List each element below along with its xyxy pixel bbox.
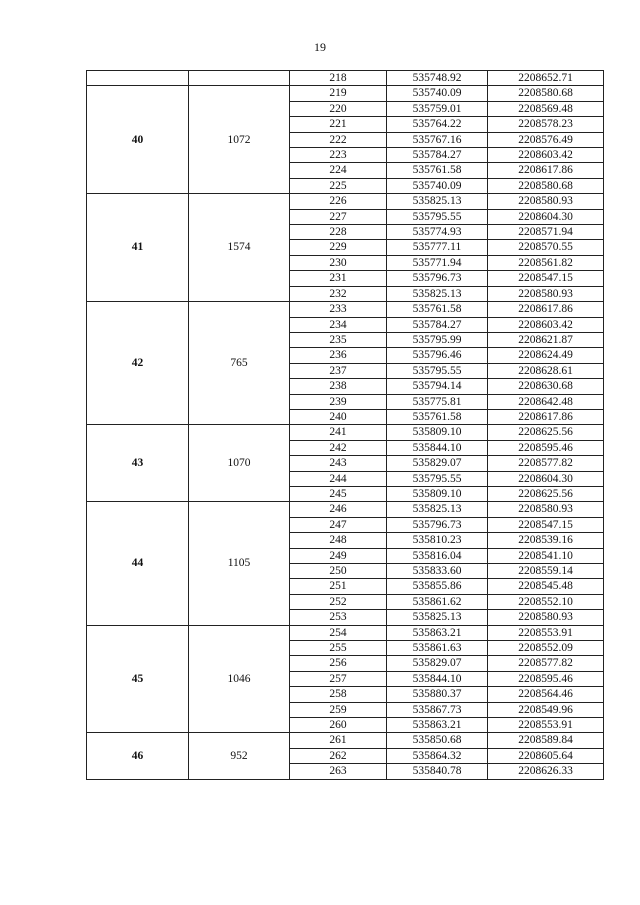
- x-coordinate-cell: 535850.68: [387, 733, 488, 748]
- x-coordinate-cell: 535855.86: [387, 579, 488, 594]
- table-row: [87, 502, 604, 517]
- x-coordinate-cell: 535796.46: [387, 348, 488, 363]
- point-number-cell: 226: [290, 194, 387, 209]
- y-coordinate-cell: 2208642.48: [488, 394, 604, 409]
- y-coordinate-cell: 2208577.82: [488, 656, 604, 671]
- point-number-cell: 228: [290, 225, 387, 240]
- x-coordinate-cell: 535796.73: [387, 271, 488, 286]
- y-coordinate-cell: 2208626.33: [488, 764, 604, 779]
- area-cell: 1070: [189, 425, 290, 502]
- x-coordinate-cell: 535829.07: [387, 456, 488, 471]
- y-coordinate-cell: 2208621.87: [488, 332, 604, 347]
- point-number-cell: 223: [290, 148, 387, 163]
- y-coordinate-cell: 2208617.86: [488, 163, 604, 178]
- x-coordinate-cell: 535840.78: [387, 764, 488, 779]
- parcel-number-cell: 43: [87, 425, 189, 502]
- point-number-cell: 262: [290, 748, 387, 763]
- point-number-cell: 220: [290, 101, 387, 116]
- point-number-cell: 232: [290, 286, 387, 301]
- table-row: [87, 733, 604, 748]
- point-number-cell: 234: [290, 317, 387, 332]
- x-coordinate-cell: 535771.94: [387, 255, 488, 270]
- x-coordinate-cell: 535816.04: [387, 548, 488, 563]
- x-coordinate-cell: 535829.07: [387, 656, 488, 671]
- area-cell: 1046: [189, 625, 290, 733]
- area-cell: 1105: [189, 502, 290, 625]
- x-coordinate-cell: 535775.81: [387, 394, 488, 409]
- y-coordinate-cell: 2208652.71: [488, 71, 604, 86]
- x-coordinate-cell: 535795.55: [387, 209, 488, 224]
- point-number-cell: 260: [290, 718, 387, 733]
- y-coordinate-cell: 2208552.09: [488, 641, 604, 656]
- y-coordinate-cell: 2208547.15: [488, 517, 604, 532]
- x-coordinate-cell: 535777.11: [387, 240, 488, 255]
- table-row: [87, 425, 604, 440]
- x-coordinate-cell: 535825.13: [387, 610, 488, 625]
- y-coordinate-cell: 2208605.64: [488, 748, 604, 763]
- x-coordinate-cell: 535810.23: [387, 533, 488, 548]
- x-coordinate-cell: 535764.22: [387, 117, 488, 132]
- x-coordinate-cell: 535795.55: [387, 363, 488, 378]
- point-number-cell: 221: [290, 117, 387, 132]
- point-number-cell: 253: [290, 610, 387, 625]
- x-coordinate-cell: 535740.09: [387, 178, 488, 193]
- point-number-cell: 248: [290, 533, 387, 548]
- point-number-cell: 242: [290, 440, 387, 455]
- point-number-cell: 225: [290, 178, 387, 193]
- y-coordinate-cell: 2208552.10: [488, 594, 604, 609]
- y-coordinate-cell: 2208595.46: [488, 671, 604, 686]
- point-number-cell: 224: [290, 163, 387, 178]
- point-number-cell: 254: [290, 625, 387, 640]
- point-number-cell: 263: [290, 764, 387, 779]
- y-coordinate-cell: 2208561.82: [488, 255, 604, 270]
- y-coordinate-cell: 2208617.86: [488, 302, 604, 317]
- x-coordinate-cell: 535795.99: [387, 332, 488, 347]
- y-coordinate-cell: 2208545.48: [488, 579, 604, 594]
- point-number-cell: 241: [290, 425, 387, 440]
- point-number-cell: 257: [290, 671, 387, 686]
- x-coordinate-cell: 535825.13: [387, 194, 488, 209]
- point-number-cell: 239: [290, 394, 387, 409]
- parcel-number-cell: 42: [87, 302, 189, 425]
- x-coordinate-cell: 535784.27: [387, 148, 488, 163]
- x-coordinate-cell: 535844.10: [387, 440, 488, 455]
- parcel-number-cell: 46: [87, 733, 189, 779]
- page-number: 19: [314, 40, 326, 54]
- area-cell: 765: [189, 302, 290, 425]
- y-coordinate-cell: 2208549.96: [488, 702, 604, 717]
- x-coordinate-cell: 535796.73: [387, 517, 488, 532]
- x-coordinate-cell: 535861.63: [387, 641, 488, 656]
- y-coordinate-cell: 2208580.93: [488, 194, 604, 209]
- y-coordinate-cell: 2208628.61: [488, 363, 604, 378]
- x-coordinate-cell: 535825.13: [387, 286, 488, 301]
- y-coordinate-cell: 2208580.93: [488, 610, 604, 625]
- y-coordinate-cell: 2208541.10: [488, 548, 604, 563]
- y-coordinate-cell: 2208604.30: [488, 471, 604, 486]
- point-number-cell: 258: [290, 687, 387, 702]
- point-number-cell: 229: [290, 240, 387, 255]
- y-coordinate-cell: 2208603.42: [488, 317, 604, 332]
- x-coordinate-cell: 535761.58: [387, 409, 488, 424]
- x-coordinate-cell: 535863.21: [387, 718, 488, 733]
- x-coordinate-cell: 535784.27: [387, 317, 488, 332]
- parcel-number-cell: [87, 71, 189, 86]
- y-coordinate-cell: 2208603.42: [488, 148, 604, 163]
- x-coordinate-cell: 535864.32: [387, 748, 488, 763]
- y-coordinate-cell: 2208625.56: [488, 486, 604, 501]
- y-coordinate-cell: 2208604.30: [488, 209, 604, 224]
- x-coordinate-cell: 535861.62: [387, 594, 488, 609]
- point-number-cell: 219: [290, 86, 387, 101]
- point-number-cell: 237: [290, 363, 387, 378]
- y-coordinate-cell: 2208580.93: [488, 286, 604, 301]
- y-coordinate-cell: 2208553.91: [488, 625, 604, 640]
- coordinate-table-body: [87, 71, 604, 780]
- y-coordinate-cell: 2208564.46: [488, 687, 604, 702]
- x-coordinate-cell: 535774.93: [387, 225, 488, 240]
- point-number-cell: 247: [290, 517, 387, 532]
- x-coordinate-cell: 535748.92: [387, 71, 488, 86]
- x-coordinate-cell: 535880.37: [387, 687, 488, 702]
- y-coordinate-cell: 2208571.94: [488, 225, 604, 240]
- coordinate-table: [86, 70, 604, 780]
- point-number-cell: 233: [290, 302, 387, 317]
- table-row: [87, 86, 604, 101]
- parcel-number-cell: 45: [87, 625, 189, 733]
- point-number-cell: 256: [290, 656, 387, 671]
- point-number-cell: 222: [290, 132, 387, 147]
- point-number-cell: 249: [290, 548, 387, 563]
- x-coordinate-cell: 535867.73: [387, 702, 488, 717]
- y-coordinate-cell: 2208577.82: [488, 456, 604, 471]
- y-coordinate-cell: 2208625.56: [488, 425, 604, 440]
- x-coordinate-cell: 535759.01: [387, 101, 488, 116]
- x-coordinate-cell: 535833.60: [387, 564, 488, 579]
- parcel-number-cell: 44: [87, 502, 189, 625]
- x-coordinate-cell: 535809.10: [387, 425, 488, 440]
- area-cell: 1574: [189, 194, 290, 302]
- y-coordinate-cell: 2208630.68: [488, 379, 604, 394]
- y-coordinate-cell: 2208580.93: [488, 502, 604, 517]
- parcel-number-cell: 41: [87, 194, 189, 302]
- point-number-cell: 243: [290, 456, 387, 471]
- y-coordinate-cell: 2208624.49: [488, 348, 604, 363]
- point-number-cell: 250: [290, 564, 387, 579]
- point-number-cell: 238: [290, 379, 387, 394]
- x-coordinate-cell: 535761.58: [387, 302, 488, 317]
- x-coordinate-cell: 535761.58: [387, 163, 488, 178]
- y-coordinate-cell: 2208589.84: [488, 733, 604, 748]
- point-number-cell: 252: [290, 594, 387, 609]
- y-coordinate-cell: 2208617.86: [488, 409, 604, 424]
- area-cell: 1072: [189, 86, 290, 194]
- point-number-cell: 259: [290, 702, 387, 717]
- y-coordinate-cell: 2208595.46: [488, 440, 604, 455]
- point-number-cell: 255: [290, 641, 387, 656]
- x-coordinate-cell: 535844.10: [387, 671, 488, 686]
- point-number-cell: 244: [290, 471, 387, 486]
- x-coordinate-cell: 535767.16: [387, 132, 488, 147]
- parcel-number-cell: 40: [87, 86, 189, 194]
- y-coordinate-cell: 2208570.55: [488, 240, 604, 255]
- point-number-cell: 231: [290, 271, 387, 286]
- area-cell: 952: [189, 733, 290, 779]
- point-number-cell: 251: [290, 579, 387, 594]
- y-coordinate-cell: 2208547.15: [488, 271, 604, 286]
- table-row: [87, 625, 604, 640]
- y-coordinate-cell: 2208578.23: [488, 117, 604, 132]
- x-coordinate-cell: 535809.10: [387, 486, 488, 501]
- x-coordinate-cell: 535863.21: [387, 625, 488, 640]
- y-coordinate-cell: 2208580.68: [488, 86, 604, 101]
- x-coordinate-cell: 535825.13: [387, 502, 488, 517]
- y-coordinate-cell: 2208553.91: [488, 718, 604, 733]
- x-coordinate-cell: 535740.09: [387, 86, 488, 101]
- point-number-cell: 218: [290, 71, 387, 86]
- point-number-cell: 235: [290, 332, 387, 347]
- point-number-cell: 245: [290, 486, 387, 501]
- y-coordinate-cell: 2208569.48: [488, 101, 604, 116]
- table-row: [87, 194, 604, 209]
- point-number-cell: 246: [290, 502, 387, 517]
- y-coordinate-cell: 2208559.14: [488, 564, 604, 579]
- point-number-cell: 230: [290, 255, 387, 270]
- y-coordinate-cell: 2208580.68: [488, 178, 604, 193]
- y-coordinate-cell: 2208576.49: [488, 132, 604, 147]
- point-number-cell: 227: [290, 209, 387, 224]
- table-row: [87, 302, 604, 317]
- point-number-cell: 236: [290, 348, 387, 363]
- point-number-cell: 261: [290, 733, 387, 748]
- point-number-cell: 240: [290, 409, 387, 424]
- x-coordinate-cell: 535794.14: [387, 379, 488, 394]
- x-coordinate-cell: 535795.55: [387, 471, 488, 486]
- y-coordinate-cell: 2208539.16: [488, 533, 604, 548]
- area-cell: [189, 71, 290, 86]
- table-row: [87, 71, 604, 86]
